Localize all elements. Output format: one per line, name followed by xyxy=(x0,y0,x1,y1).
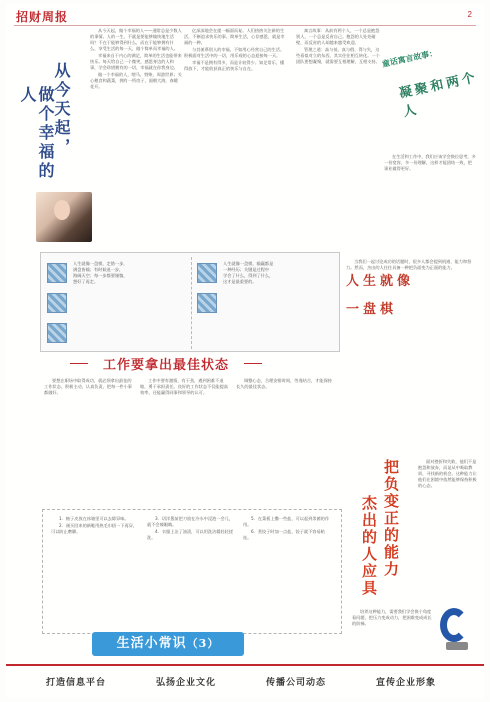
tip: 5．在菜板上撒一些盐，可以起到杀菌的作用。 xyxy=(243,516,330,527)
life-tips-heading xyxy=(92,632,244,656)
capability-title-line1: 把负变正的能力 xyxy=(382,459,400,578)
puzzle-line: 学会了什么，得到了什么， xyxy=(223,273,274,278)
puzzle-line: 满盘皆输；有时候退一步， xyxy=(73,267,124,272)
feature-left-title xyxy=(16,62,80,182)
tips-col-2 xyxy=(147,516,235,628)
footer-slogans xyxy=(6,664,484,694)
paragraph: 寓言故事：从前有两个人，一个总是抱怨别人，一个总是反省自己。抱怨的人处处碰壁，而反省的人却越来越受欢迎。 xyxy=(296,28,380,45)
capability-body-top xyxy=(346,259,476,459)
paragraph: 当我们一起讨论成功的话题时，很多人都会提到机遇、能力和努力。然而，杰出的人往往具备一种把负面变为正面的能力。 xyxy=(346,259,472,270)
work-col-2 xyxy=(140,378,230,503)
puzzle-line: 海阔天空；每一步都要谨慎， xyxy=(73,273,128,278)
feature-mid-body xyxy=(184,28,288,243)
question-mark-shape xyxy=(440,608,468,642)
paragraph: 管理之道：高与低、真与假、得与失，这些看似对立的东西，其实往往相互转化。一个团队要想凝聚，就需要互相理解，互相支持。 xyxy=(296,47,380,64)
feature-right-title-small: 童话寓言故事： xyxy=(381,48,438,69)
capability-body-bottom xyxy=(352,609,432,659)
paragraph: 培养这种能力，需要我们学会换个角度看问题，把压力变成动力，把困难变成成长的阶梯。 xyxy=(352,609,432,626)
tips-col-1 xyxy=(51,516,139,628)
chess-pattern-image xyxy=(47,263,67,283)
masthead xyxy=(14,6,476,26)
footer-slogan: 传播公司动态 xyxy=(266,678,327,688)
feature-right-title xyxy=(381,48,486,154)
chess-pattern-image xyxy=(197,263,217,283)
chess-pattern-image xyxy=(47,293,67,313)
capability-title-line2: 杰出的人应具 xyxy=(360,495,378,597)
tip: 3．切洋葱前把刀放在冷水中浸泡一会儿，就不会辣眼睛。 xyxy=(147,516,234,527)
puzzle-line: 人生就像一盘棋，输赢都是 xyxy=(223,261,274,266)
footer-slogan: 宣传企业形象 xyxy=(376,678,437,688)
puzzle-left-text xyxy=(73,261,185,347)
tip: 4．衣服上沾了油渍，可以用洗洁精轻轻搓洗。 xyxy=(147,529,234,540)
puzzle-box xyxy=(40,252,340,352)
puzzle-right-text xyxy=(223,261,335,347)
paragraph: 与其羡慕别人的幸福，不如用心经营自己的生活。积极面对生活中的一切，用乐观的心态迎接每一天。 xyxy=(184,47,285,58)
portrait-photo xyxy=(36,192,92,242)
paragraph: 在生活和工作中，我们应该学会换位思考，多一份宽容，多一份理解，这样才能团结一致，把事业做得更好。 xyxy=(384,154,476,171)
work-section-title: 工作要拿出最佳状态 xyxy=(66,354,266,374)
figure-base xyxy=(446,642,468,650)
life-tips-number: （3） xyxy=(186,637,220,650)
tip: 1．柚子皮放在冰箱里可以去除异味。 xyxy=(59,516,129,521)
paragraph: 做一个幸福的人，喂马，劈柴，周游世界；关心粮食和蔬菜，拥有一所房子，面朝大海，春暖花开。 xyxy=(90,72,182,89)
paragraph: 调整心态，合理安排时间，劳逸结合，才能保持长久的最佳状态。 xyxy=(236,378,332,389)
paragraph: 从今天起，做个幸福的人——通常总是少数人的事情。人的一生，不就是要能够愉快地生活吗？不在于能够得到什么，而在于能够拥有什么，享受生活的每一天，做个简单而幸福的人。 xyxy=(90,28,182,51)
puzzle-line: 人生就像一盘棋，走错一步， xyxy=(73,261,128,266)
chess-pattern-image xyxy=(47,323,67,343)
footer-slogan: 弘扬企业文化 xyxy=(156,678,217,688)
feature-right-body-b xyxy=(384,154,476,249)
question-mark-figure xyxy=(436,604,474,654)
work-col-1 xyxy=(44,378,134,503)
footer-slogan: 打造信息平台 xyxy=(46,678,107,688)
work-col-3 xyxy=(236,378,336,503)
puzzle-title-text: 人生就像一盘棋 xyxy=(346,274,415,317)
puzzle-line: 这才是最重要的。 xyxy=(223,279,257,284)
newspaper-page xyxy=(6,4,484,698)
tips-col-3 xyxy=(243,516,333,628)
feature-left-title-line1: 从今天起， xyxy=(52,62,71,157)
capability-body-mid xyxy=(418,459,478,599)
tip: 6．煮饺子时加一点盐，饺子就不容易粘连。 xyxy=(243,529,325,540)
puzzle-divider xyxy=(191,257,192,349)
capability-title xyxy=(360,459,416,609)
paragraph: 幸福不是拥有得多，而是计较得少。知足常乐，懂得放下，才能收获真正的快乐与自在。 xyxy=(184,60,285,71)
paragraph: 幸福来自于内心的满足，简单的生活也能带来快乐。每天给自己一个微笑，感恩身边的人和事，学会珍惜拥有的一切，幸福就在你我身边。 xyxy=(90,53,182,70)
tip: 2．刚买回来的新鞋用热毛巾捂一下再穿，可以防止磨脚。 xyxy=(51,523,138,534)
feature-left-title-line2: 做个幸福的人 xyxy=(18,86,55,181)
feature-right-body-a xyxy=(296,28,382,248)
paragraph: 面对挫折和失败，他们不是抱怨和放弃，而是从中吸取教训，寻找新的机会。这种能力让他们在困境中依然能够保持积极的心态。 xyxy=(418,459,477,488)
paragraph: 要想在职场中取得成功，就必须拿出最佳的工作状态。积极主动，认真负责，把每一件小事都做好。 xyxy=(44,378,132,395)
feature-right-title-big: 凝聚和两个人 xyxy=(397,70,480,121)
puzzle-line: 想好了再走。 xyxy=(73,279,99,284)
feature-left-body xyxy=(90,28,182,233)
paragraph: 亿深深地会在提一幅面而复。人们热热关注新的生活，不断追求快乐的事。简单生活，心存感恩，就是幸福的一种。 xyxy=(184,28,285,45)
masthead-brand: 招财周报 xyxy=(16,10,69,24)
paragraph: 工作中要有激情，有干劲，遇到困难不退缩，勇于承担责任。良好的工作状态不仅能提高效率，还能赢得同事和领导的认可。 xyxy=(140,378,228,395)
life-tips-heading-text: 生活小常识 xyxy=(116,636,187,651)
page-number: 2 xyxy=(467,10,472,19)
life-tips-box xyxy=(42,509,342,634)
puzzle-line: 一种经历；关键是过程中 xyxy=(223,267,270,272)
chess-pattern-image xyxy=(197,293,217,313)
